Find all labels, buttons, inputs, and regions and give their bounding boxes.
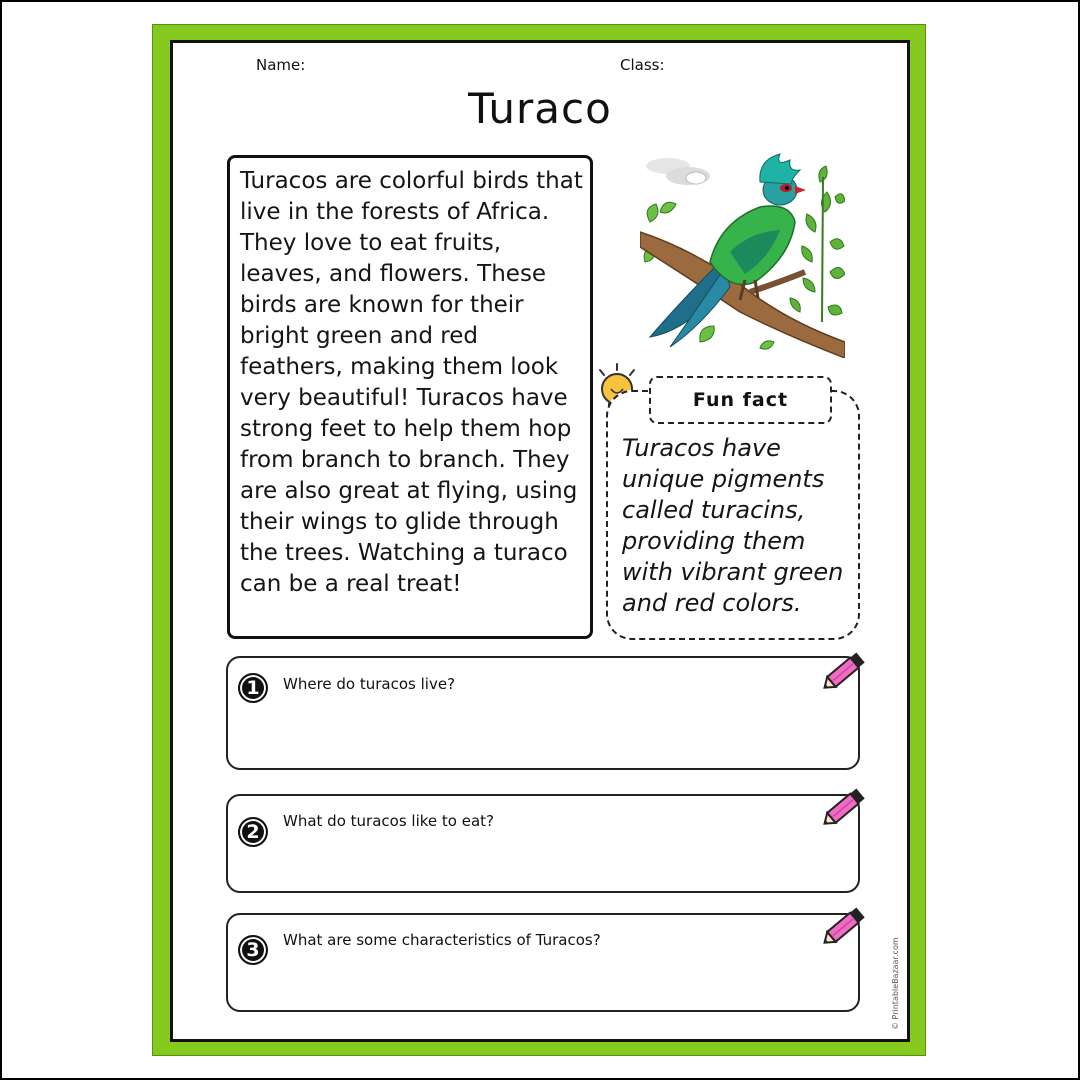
question-text-3: What are some characteristics of Turacos? — [283, 931, 601, 949]
fun-fact-label: Fun fact — [649, 376, 832, 424]
pencil-icon — [818, 784, 870, 832]
question-text-1: Where do turacos live? — [283, 675, 456, 693]
name-label: Name: — [256, 56, 306, 74]
question-number-3: 3 — [238, 935, 268, 965]
question-text-2: What do turacos like to eat? — [283, 812, 494, 830]
pencil-icon — [818, 648, 870, 696]
answer-box-3[interactable] — [226, 913, 860, 1012]
question-number-1: 1 — [238, 673, 268, 703]
class-label: Class: — [620, 56, 665, 74]
watermark: © PrintableBazaar.com — [891, 937, 900, 1030]
answer-box-2[interactable] — [226, 794, 860, 893]
pencil-icon — [818, 903, 870, 951]
page-title: Turaco — [468, 84, 612, 133]
question-number-2: 2 — [238, 817, 268, 847]
reading-passage: Turacos are colorful birds that live in the forests of Africa. They love to eat fruits, leaves, and flowers. These birds are known for their bright green and red feathers, making them look very beautiful! Turacos have strong feet to help them hop from branch to branch. They are also great at flying, using their wings to glide through the trees. Watching a turaco can be a real treat! — [240, 168, 583, 597]
turaco-bird-illustration — [640, 152, 845, 358]
answer-box-1[interactable] — [226, 656, 860, 770]
fun-fact-text: Turacos have unique pigments called turacins, providing them with vibrant green and red colors. — [622, 434, 844, 617]
